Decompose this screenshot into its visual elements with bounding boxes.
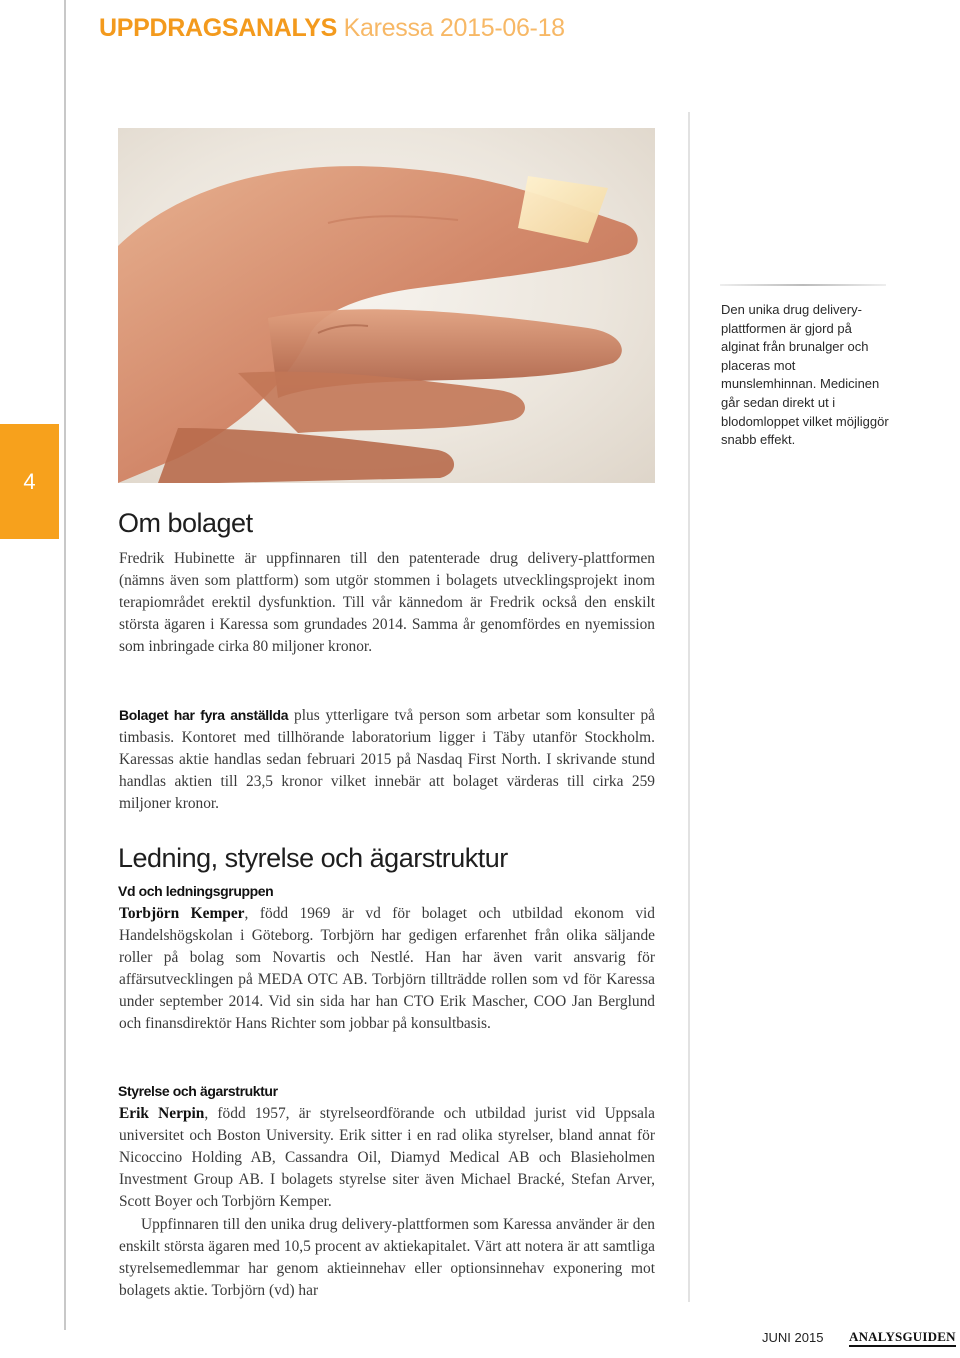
page-number-tab bbox=[0, 424, 59, 539]
page-header bbox=[99, 14, 565, 43]
caption-rule bbox=[720, 284, 886, 286]
section-title-ledning: Ledning, styrelse och ägarstruktur bbox=[118, 843, 508, 873]
finger-with-film-photo bbox=[118, 128, 655, 483]
footer-brand: ANALYSGUIDEN bbox=[849, 1329, 956, 1347]
subhead-styrelse: Styrelse och ägarstruktur bbox=[118, 1083, 278, 1099]
person-name: Torbjörn Kemper bbox=[119, 905, 245, 922]
paragraph-ownership: Uppfinnaren till den unika drug delivery-plattformen som Karessa använder är den enskilt största ägaren med 10,5 procent av aktiekapitalet. Värt att notera är att samtliga styrelsemedlemmar har genom aktieinnehav eller optionsinnehav exponering mot bolagets aktie. Torbjörn (vd) har bbox=[119, 1216, 655, 1299]
paragraph-body: plus ytterligare två person som arbetar som konsulter på timbasis. Kontoret med tillhörande laboratorium ligger i Täby utanför Stockholm. Karessas aktie handlas sedan februari 2015 på Nasdaq First North. I skrivande stund handlas aktien till 23,5 kronor vilket innebär att bolaget värderas till cirka 259 miljoner kronor. bbox=[119, 707, 655, 812]
page-number: 4 bbox=[23, 468, 36, 494]
margin-rule bbox=[64, 0, 66, 1330]
person-name: Erik Nerpin bbox=[119, 1105, 205, 1122]
header-brand: UPPDRAGSANALYS bbox=[99, 14, 337, 42]
paragraph-employees bbox=[119, 704, 655, 815]
header-subtitle: Karessa 2015-06-18 bbox=[343, 14, 565, 42]
paragraph-lead: Bolaget har fyra anställda bbox=[119, 707, 289, 723]
footer-date: JUNI 2015 bbox=[762, 1330, 824, 1345]
paragraph-ceo bbox=[119, 903, 655, 1035]
photo-caption: Den unika drug delivery-plattformen är gjord på alginat från brunalger och placeras mot munslemhinnan. Medicinen går sedan direkt ut i blodomloppet vilket möjliggör snabb effekt. bbox=[721, 302, 889, 448]
paragraph-body: , född 1969 är vd för bolaget och utbildad ekonom vid Handelshögskolan i Göteborg. Torbjörn har gedigen erfarenhet från olika säljande roller på bolag som Novartis och Nestlé. Han har även varit ansvarig för affärsutvecklingen på MEDA OTC AB. Torbjörn tillträdde rollen som vd för Karessa under september 2014. Vid sin sida har han CTO Erik Mascher, COO Jan Berglund och finansdirektör Hans Richter som jobbar på konsultbasis. bbox=[119, 905, 655, 1032]
column-rule bbox=[688, 112, 690, 1302]
section-title-om-bolaget: Om bolaget bbox=[118, 508, 253, 538]
paragraph-board bbox=[119, 1103, 655, 1213]
paragraph-intro: Fredrik Hubinette är uppfinnaren till den patenterade drug delivery-plattformen (nämns även som plattform) som utgör stommen i bolagets utvecklingsprojekt inom terapiområdet erektil dysfunktion. Till vår kännedom är Fredrik också den enskilt största ägaren i Karessa som grundades 2014. Samma år genomfördes en nyemission som inbringade cirka 80 miljoner kronor. bbox=[119, 550, 655, 655]
subhead-vd: Vd och ledningsgruppen bbox=[118, 883, 274, 899]
paragraph-body: , född 1957, är styrelseordförande och utbildad jurist vid Uppsala universitet och Boston University. Erik sitter i en rad olika styrelser, bland annat för Nicoccino Holding AB, Cassandra Oil, Diamyd Medical AB och Blasieholmen Investment Group AB. I bolagets styrelse siter även Michael Bracké, Stefan Arver, Scott Boyer och Torbjörn Kemper. bbox=[119, 1105, 656, 1210]
